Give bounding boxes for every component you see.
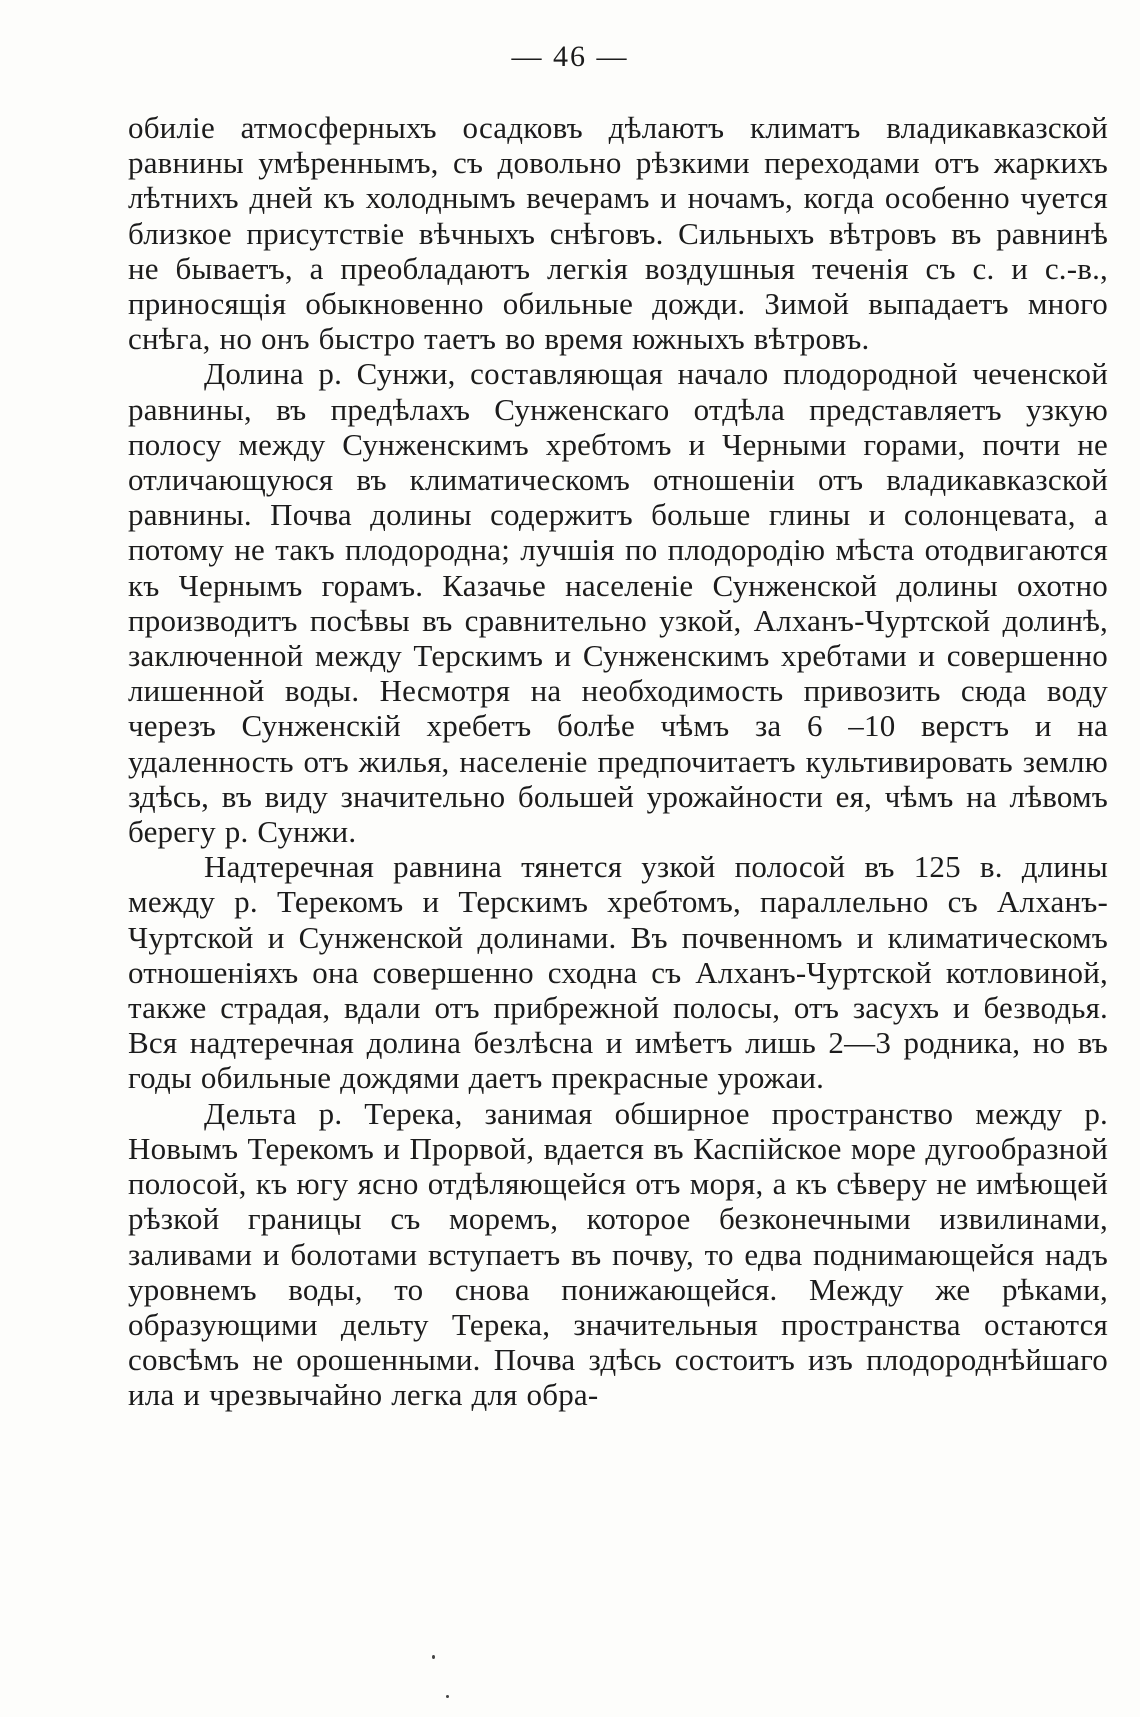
paragraph-terek-delta: Дельта р. Терека, занимая обширное пространство между р. Новымъ Терекомъ и Прорвой, вдается въ Каспійское море дугообразной полосой, къ югу ясно отдѣляющейся отъ моря, а къ сѣверу не имѣющей рѣзкой границы съ моремъ, которое безконечными извилинами, заливами и болотами вступаетъ въ почву, то едва поднимающейся надъ уровнемъ воды, то снова понижающейся. Между же рѣками, образующими дельту Терека, значительныя пространства остаются совсѣмъ не орошенными. Почва здѣсь состоитъ изъ плодороднѣйшаго ила и чрезвычайно легка для обра- (128, 1095, 1108, 1413)
paragraph-continuation: обиліе атмосферныхъ осадковъ дѣлаютъ климатъ владикавказской равнины умѣреннымъ, съ довольно рѣзкими переходами отъ жаркихъ лѣтнихъ дней къ холоднымъ вечерамъ и ночамъ, когда особенно чуется близкое присутствіе вѣчныхъ снѣговъ. Сильныхъ вѣтровъ въ равнинѣ не бываетъ, а преобладаютъ легкія воздушныя теченія съ с. и с.-в., приносящія обыкновенно обильные дожди. Зимой выпадаетъ много снѣга, но онъ быстро таетъ во время южныхъ вѣтровъ. (128, 110, 1108, 357)
scan-speck (432, 1655, 435, 1659)
paragraph-sunzha-valley: Долина р. Сунжи, составляющая начало плодородной чеченской равнины, въ предѣлахъ Сунженскаго отдѣла представляетъ узкую полосу между Сунженскимъ хребтомъ и Черными горами, почти не отличающуюся въ климатическомъ отношеніи отъ владикавказской равнины. Почва долины содержитъ больше глины и солонцевата, а потому не такъ плодородна; лучшія по плодородію мѣста отодвигаются къ Чернымъ горамъ. Казачье населеніе Сунженской долины охотно производитъ посѣвы въ сравнительно узкой, Алханъ-Чуртской долинѣ, заключенной между Терскимъ и Сунженскимъ хребтами и совершенно лишенной воды. Несмотря на необходимость привозить сюда воду черезъ Сунженскій хребетъ болѣе чѣмъ за 6 –10 верстъ и на удаленность отъ жилья, населеніе предпочитаетъ культивировать землю здѣсь, въ виду значительно большей урожайности ея, чѣмъ на лѣвомъ берегу р. Сунжи. (128, 356, 1108, 850)
scan-speck (446, 1695, 449, 1698)
page-number: — 46 — (511, 40, 629, 73)
text-body (128, 110, 1108, 1413)
paragraph-nadterechnaya-plain: Надтеречная равнина тянется узкой полосой въ 125 в. длины между р. Терекомъ и Терскимъ хребтомъ, параллельно съ Алханъ-Чуртской и Сунженской долинами. Въ почвенномъ и климатическомъ отношеніяхъ она совершенно сходна съ Алханъ-Чуртской котловиной, также страдая, вдали отъ прибрежной полосы, отъ засухъ и безводья. Вся надтеречная долина безлѣсна и имѣетъ лишь 2—3 родника, но въ годы обильные дождями даетъ прекрасные урожаи. (128, 849, 1108, 1096)
